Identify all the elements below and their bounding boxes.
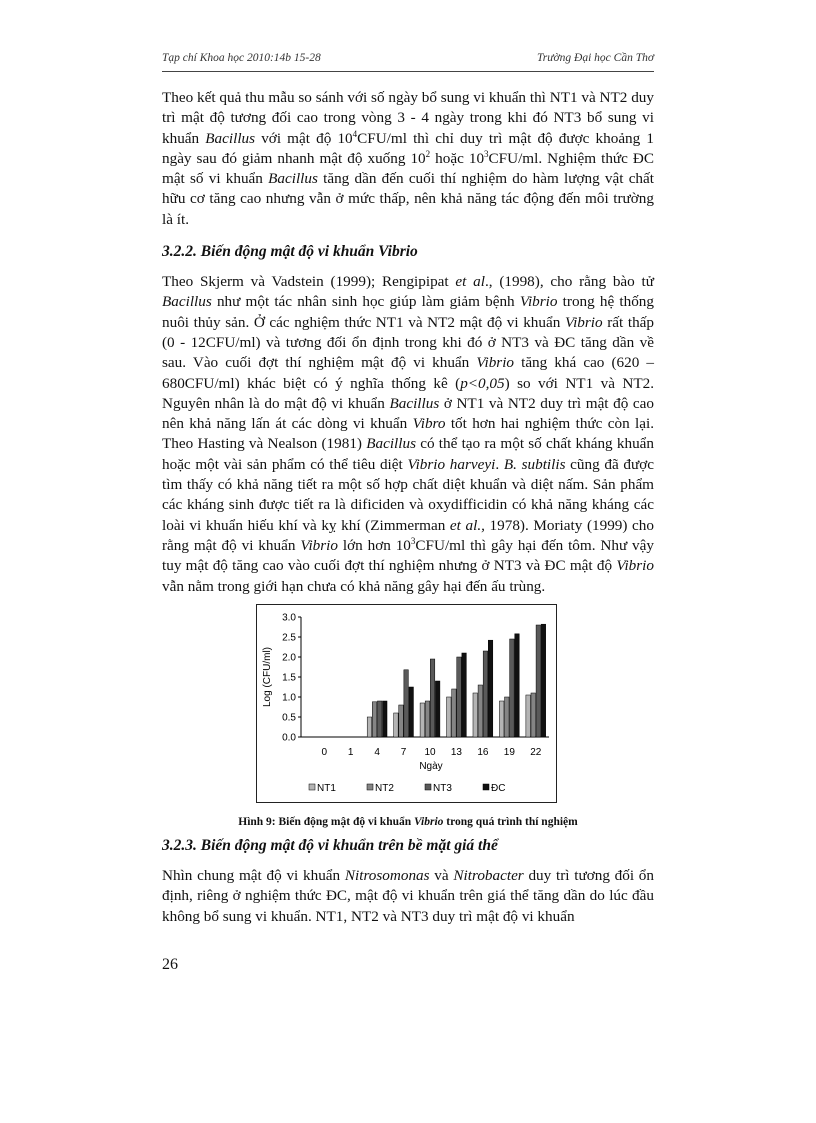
main-text-continued (162, 836, 654, 927)
section-heading-substrate: 3.2.3. Biến động mật độ vi khuẩn trên bề mặt giá thể (162, 837, 498, 854)
x-tick-label: 19 (503, 747, 515, 758)
bar-nt3-day-16 (483, 651, 488, 737)
y-tick-label: 1.0 (282, 692, 296, 704)
university-name: Trường Đại học Cần Thơ (537, 52, 654, 64)
bar-nt1-day-10 (420, 703, 425, 737)
legend-swatch-nt1 (309, 784, 315, 790)
bar-nt2-day-22 (531, 693, 536, 737)
x-tick-label: 13 (450, 747, 463, 758)
legend-swatch-nt3 (425, 784, 431, 790)
bar-nt2-day-10 (425, 701, 430, 737)
figure-caption: Hình 9: Biến động mật độ vi khuẩn Vibrio trong quá trình thí nghiệm (238, 816, 578, 828)
running-header (162, 52, 654, 70)
header-divider (162, 71, 654, 72)
y-tick-label: 0.5 (282, 712, 296, 724)
bar-nt1-day-16 (473, 693, 478, 737)
main-text (162, 88, 654, 597)
bar-nt3-day-10 (430, 659, 435, 737)
bar-nt2-day-19 (505, 697, 510, 737)
bar-nt1-day-19 (499, 701, 504, 737)
figure-9-chart (256, 604, 557, 803)
vibrio-bar-chart (257, 605, 556, 802)
bar-đc-day-16 (488, 640, 493, 737)
y-tick-label: 3.0 (282, 612, 296, 624)
x-tick-label: 16 (477, 747, 489, 758)
legend-label-nt2: NT2 (375, 783, 394, 794)
x-tick-label: 22 (530, 747, 542, 758)
y-axis-label: Log (CFU/ml) (262, 646, 273, 708)
legend-swatch-nt2 (367, 784, 373, 790)
x-tick-label: 1 (347, 747, 354, 758)
bar-đc-day-10 (435, 681, 440, 737)
bar-nt1-day-22 (526, 695, 531, 737)
bar-đc-day-22 (541, 624, 546, 737)
x-tick-label: 0 (321, 747, 328, 758)
bar-nt1-day-7 (394, 713, 399, 737)
bar-nt1-day-4 (367, 717, 372, 737)
x-tick-label: 10 (424, 747, 436, 758)
bar-nt3-day-19 (510, 639, 514, 737)
bar-nt2-day-13 (452, 689, 457, 737)
section-heading-vibrio: 3.2.2. Biến động mật độ vi khuẩn Vibrio (162, 243, 418, 261)
bar-nt3-day-22 (536, 625, 541, 737)
bar-đc-day-13 (462, 653, 467, 737)
legend-label-đc: ĐC (491, 783, 506, 794)
bar-nt1-day-13 (447, 697, 452, 737)
x-axis-label: Ngày (419, 761, 443, 772)
x-tick-label: 7 (400, 747, 407, 758)
page-number: 26 (162, 956, 178, 973)
bar-đc-day-19 (515, 634, 520, 737)
bar-nt3-day-4 (377, 701, 382, 737)
x-tick-label: 4 (374, 747, 380, 758)
bar-nt2-day-7 (399, 705, 404, 737)
bar-nt3-day-13 (457, 657, 462, 737)
y-tick-label: 1.5 (282, 672, 296, 684)
paragraph-vibrio-density: Theo Skjerm và Vadstein (1999); Rengipipat et al., (1998), cho rằng bào tử Bacillus như một tác nhân sinh học giúp làm giảm bệnh Vibrio trong hệ thống nuôi thủy sản. Ở các nghiệm thức NT1 và NT2 mật độ vi khuẩn Vibrio rất thấp (0 - 12CFU/ml) và tương đối ổn định trong khi đó ở NT3 và ĐC tăng dần về sau. Vào cuối đợt thí nghiệm mật độ vi khuẩn Vibrio tăng khá cao (620 – 680CFU/ml) khác biệt có ý nghĩa thống kê (p<0,05) so với NT1 và NT2. Nguyên nhân là do mật độ vi khuẩn Bacillus ở NT1 và NT2 duy trì mật độ cao nên khả năng lấn át các dòng vi khuẩn Vibro tốt hơn hai nghiệm thức còn lại. Theo Hasting và Nealson (1981) Bacillus có thể tạo ra một số chất kháng khuẩn hoặc một vài sản phẩm có thể tiêu diệt Vibrio harveyi. B. subtilis cũng đã được tìm thấy có khả năng tiết ra một số hợp chất diệt khuẩn và diệt nấm. Sản phẩm các kháng sinh được tiết ra là dificiden và oxydifficidin có khả năng kháng các loài vi khuẩn hiếu khí và kỵ khí (Zimmerman et al., 1978). Moriaty (1999) cho rằng mật độ vi khuẩn Vibrio lớn hơn $10^3CFU/ml$ thì gây hại đến tôm. Như vậy tuy mật độ tăng cao vào cuối đợt thí nghiệm nhưng ở NT3 và ĐC mật độ Vibrio vẫn nằm trong giới hạn chưa có khả năng gây hại đến ấu trùng. (162, 273, 655, 595)
bar-đc-day-7 (409, 687, 414, 737)
legend-label-nt1: NT1 (317, 783, 336, 794)
legend-label-nt3: NT3 (433, 783, 452, 794)
paragraph-bacillus-density: Theo kết quả thu mẫu so sánh với số ngày bổ sung vi khuẩn thì NT1 và NT2 duy trì mật độ tương đối cao trong vòng 3 - 4 ngày trong khi đó NT3 bổ sung vi khuẩn Bacillus với mật độ $10^4CFU/ml$ thì chỉ duy trì mật độ được khoảng 1 ngày sau đó giảm nhanh mật độ xuống $10^2$ hoặc $10^3CFU/ml$. Nghiệm thức ĐC mật số vi khuẩn Bacillus tăng dần đến cuối thí nghiệm do hàm lượng vật chất hữu cơ tăng cao nhưng vẫn ở mức thấp, nên khả năng tác động đến môi trường là ít. (162, 89, 654, 228)
bar-nt2-day-16 (478, 685, 483, 737)
bar-nt2-day-4 (372, 702, 377, 737)
y-tick-label: 2.5 (282, 632, 296, 644)
y-tick-label: 2.0 (282, 652, 296, 664)
legend-swatch-đc (483, 784, 489, 790)
y-tick-label: 0.0 (282, 732, 296, 744)
paragraph-substrate-density: Nhìn chung mật độ vi khuẩn Nitrosomonas và Nitrobacter duy trì tương đối ổn định, riêng ở nghiệm thức ĐC, mật độ vi khuẩn trên giá thể tăng dần do lúc đầu không bổ sung vi khuẩn. NT1, NT2 và NT3 duy trì mật độ vi khuẩn (162, 867, 654, 925)
bar-nt3-day-7 (404, 670, 409, 737)
journal-name: Tạp chí Khoa học 2010:14b 15-28 (162, 52, 321, 64)
bar-đc-day-4 (383, 701, 388, 737)
